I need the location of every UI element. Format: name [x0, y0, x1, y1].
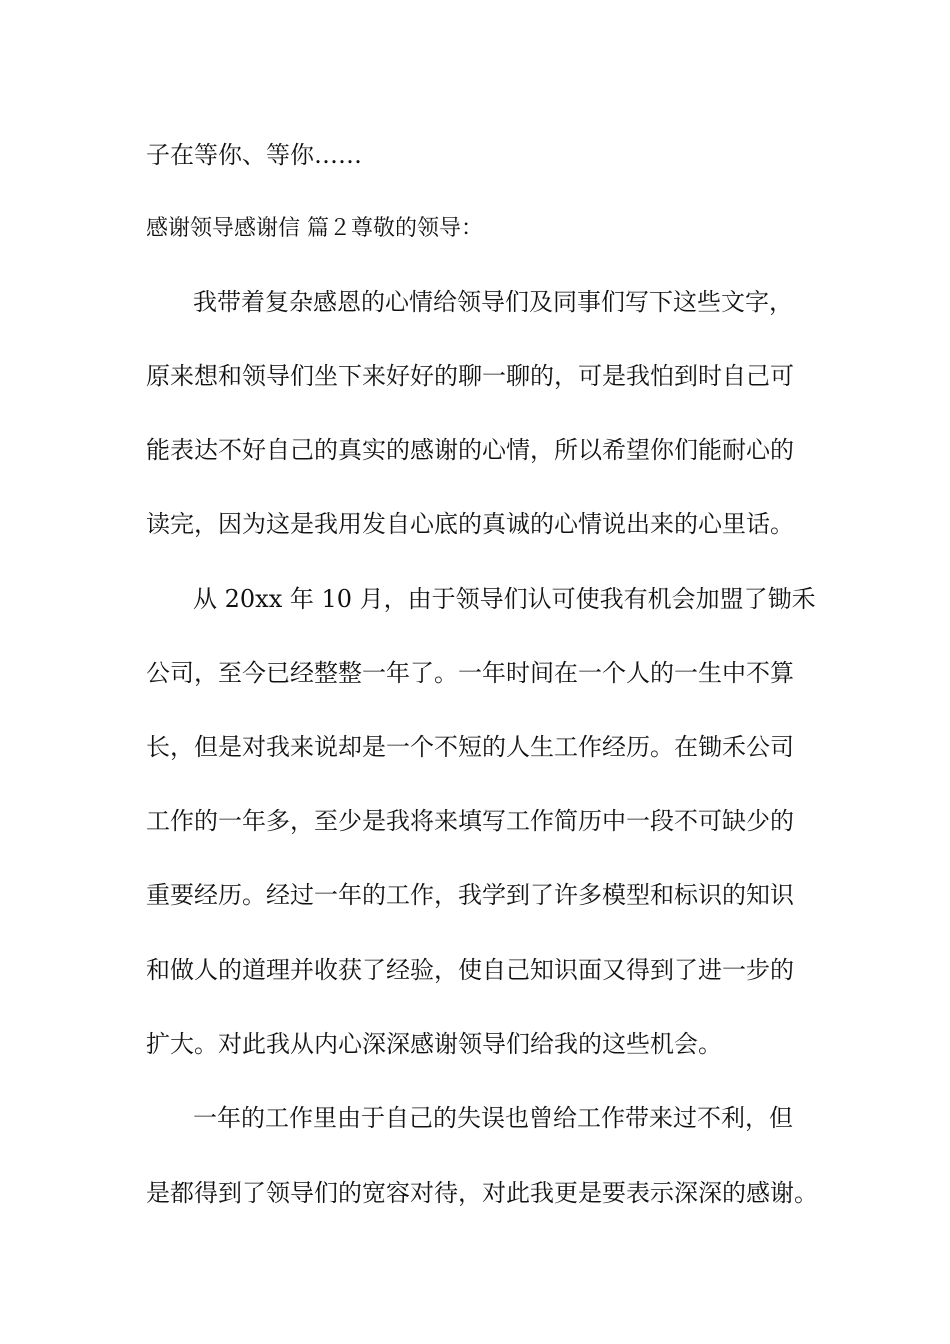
paragraph-line: 扩大。对此我从内心深深感谢领导们给我的这些机会。	[146, 1030, 722, 1058]
paragraph-line: 一年的工作里由于自己的失误也曾给工作带来过不利，但	[193, 1104, 793, 1132]
paragraph-line: 工作的一年多，至少是我将来填写工作简历中一段不可缺少的	[146, 807, 794, 835]
paragraph-line: 读完，因为这是我用发自心底的真诚的心情说出来的心里话。	[146, 510, 794, 538]
paragraph-line: 我带着复杂感恩的心情给领导们及同事们写下这些文字，	[193, 288, 793, 316]
paragraph-line: 和做人的道理并收获了经验，使自己知识面又得到了进一步的	[146, 956, 794, 984]
paragraph-line: 重要经历。经过一年的工作，我学到了许多模型和标识的知识	[146, 881, 794, 909]
paragraph-line: 长，但是对我来说却是一个不短的人生工作经历。在锄禾公司	[146, 733, 794, 761]
paragraph-line: 能表达不好自己的真实的感谢的心情，所以希望你们能耐心的	[146, 436, 794, 464]
paragraph-line: 公司，至今已经整整一年了。一年时间在一个人的一生中不算	[146, 659, 794, 687]
paragraph-line: 从 20xx 年 10 月，由于领导们认可使我有机会加盟了锄禾	[193, 585, 816, 613]
paragraph-line: 原来想和领导们坐下来好好的聊一聊的，可是我怕到时自己可	[146, 362, 794, 390]
section-heading: 感谢领导感谢信 篇２尊敬的领导：	[146, 216, 483, 241]
paragraph-line: 是都得到了领导们的宽容对待，对此我更是要表示深深的感谢。	[146, 1179, 818, 1207]
text-line: 子在等你、等你……	[146, 141, 362, 169]
